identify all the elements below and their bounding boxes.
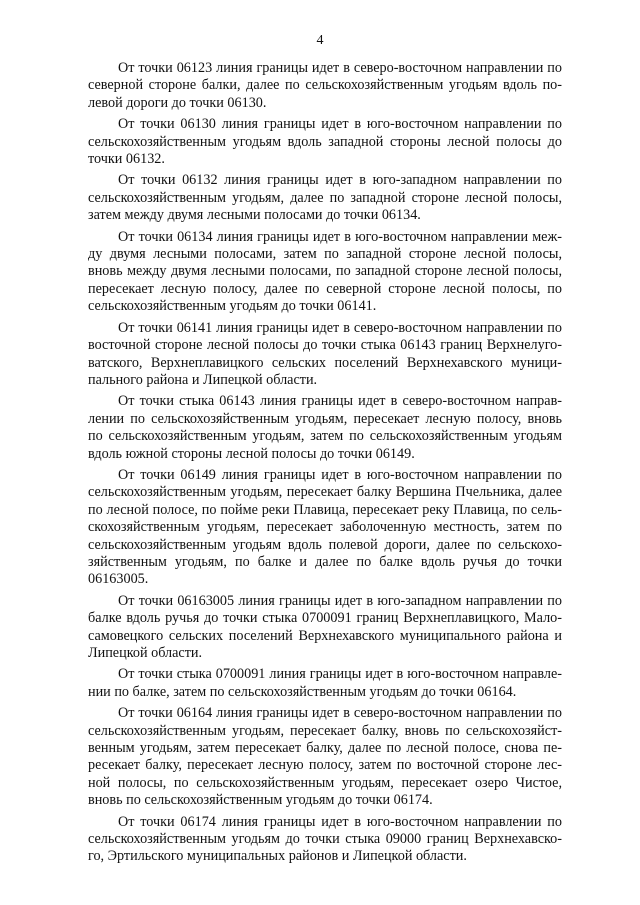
text-line: затем между двумя лесными полосами до точки 06134. — [88, 207, 421, 224]
text-line: От точки 06174 линия границы идет в юго-восточном направлении по — [118, 813, 562, 830]
text-line: точки 06132. — [88, 151, 165, 168]
text-line: От точки 06149 линия границы идет в юго-восточном направлении по — [118, 466, 562, 483]
text-line: 06163005. — [88, 571, 149, 588]
text-line: го, Эртильского муниципальных районов и Липецкой области. — [88, 848, 467, 865]
text-line: От точки 06123 линия границы идет в северо-восточном направлении по — [118, 60, 562, 76]
paragraph — [88, 666, 562, 701]
text-line: От точки 06141 линия границы идет в северо-восточном направлении по — [118, 319, 562, 336]
text-line: вновь по сельскохозяйственным угодьям до точки 06174. — [88, 792, 433, 809]
text-line: пересекает лесную полосу, далее по северной стороне лесной полосы, по — [88, 280, 562, 297]
text-line: От точки стыка 0700091 линия границы идет в юго-восточном направле- — [118, 666, 562, 683]
text-line: сельскохозяйственным угодьям вдоль полевой дороги, далее по сельскохо- — [88, 536, 562, 553]
text-line: сельскохозяйственным угодьям, пересекает балку, вновь по сельскохозяйст- — [88, 722, 562, 739]
text-line: От точки 06132 линия границы идет в юго-западном направлении по — [118, 172, 562, 189]
paragraph — [88, 60, 562, 112]
text-line: ду двумя лесными полосами, затем по западной стороне лесной полосы, — [88, 246, 562, 263]
paragraph — [88, 320, 562, 390]
text-line: ресекает балку, пересекает лесную полосу, затем по восточной стороне лес- — [88, 757, 562, 774]
paragraph — [88, 705, 562, 809]
text-line: вновь между двумя лесными полосами, по западной стороне лесной полосы, — [88, 263, 562, 280]
text-line: сельскохозяйственным угодьям, пересекает балку Вершина Пчельника, далее — [88, 484, 562, 501]
text-line: восточной стороне лесной полосы до точки стыка 06143 границ Верхнелуго- — [88, 337, 562, 354]
text-line: сельскохозяйственным угодьям до точки 06141. — [88, 298, 377, 315]
text-line: сельскохозяйственным угодьям до точки стыка 09000 границ Верхнехавско- — [88, 831, 562, 848]
text-line: От точки стыка 06143 линия границы идет в северо-восточном направ- — [118, 393, 562, 410]
text-line: левой дороги до точки 06130. — [88, 94, 267, 111]
paragraph — [88, 116, 562, 168]
text-line: северной стороне балки, далее по сельскохозяйственным угодьям вдоль по- — [88, 77, 562, 94]
text-line: по сельскохозяйственным угодьям, затем по сельскохозяйственным угодьям — [88, 428, 562, 445]
text-line: зяйственным угодьям, по балке и далее по балке вдоль ручья до точки — [88, 553, 562, 570]
paragraph — [88, 393, 562, 463]
text-line: лении по сельскохозяйственным угодьям, пересекает лесную полосу, вновь — [88, 410, 562, 427]
text-line: сельскохозяйственным угодьям вдоль западной стороны лесной полосы до — [88, 133, 562, 150]
text-line: балке вдоль ручья до точки стыка 0700091 границ Верхнеплавицкого, Мало- — [88, 610, 562, 627]
text-line: ватского, Верхнеплавицкого сельских поселений Верхнехавского муници- — [88, 354, 562, 371]
text-line: От точки 06163005 линия границы идет в юго-западном направлении по — [118, 592, 562, 609]
page-number: 4 — [316, 33, 324, 48]
paragraph — [88, 229, 562, 316]
text-line: пального района и Липецкой области. — [88, 371, 318, 388]
text-line: От точки 06164 линия границы идет в северо-восточном направлении по — [118, 705, 562, 722]
text-line: ной полосы, по сельскохозяйственным угодьям, пересекает озеро Чистое, — [88, 774, 562, 791]
text-line: вдоль южной стороны лесной полосы до точки 06149. — [88, 445, 415, 462]
text-line: От точки 06134 линия границы идет в юго-восточном направлении меж- — [118, 228, 562, 245]
text-line: по лесной полосе, по пойме реки Плавица, пересекает реку Плавица, по сель- — [88, 501, 562, 518]
paragraph — [88, 814, 562, 866]
text-line: самовецкого сельских поселений Верхнехавского муниципального района и — [88, 627, 562, 644]
text-line: нии по балке, затем по сельскохозяйственным угодьям до точки 06164. — [88, 683, 517, 700]
text-line: От точки 06130 линия границы идет в юго-восточном направлении по — [118, 116, 562, 133]
paragraph — [88, 467, 562, 589]
paragraph — [88, 593, 562, 663]
paragraph — [88, 172, 562, 224]
text-line: сельскохозяйственным угодьям, далее по западной стороне лесной полосы, — [88, 189, 562, 206]
text-line: Липецкой области. — [88, 645, 203, 661]
document-body — [88, 60, 562, 870]
text-line: венным угодьям, затем пересекает балку, далее по лесной полосе, снова пе- — [88, 740, 562, 757]
text-line: скохозяйственным угодьям, пересекает заболоченную местность, затем по — [88, 519, 562, 536]
